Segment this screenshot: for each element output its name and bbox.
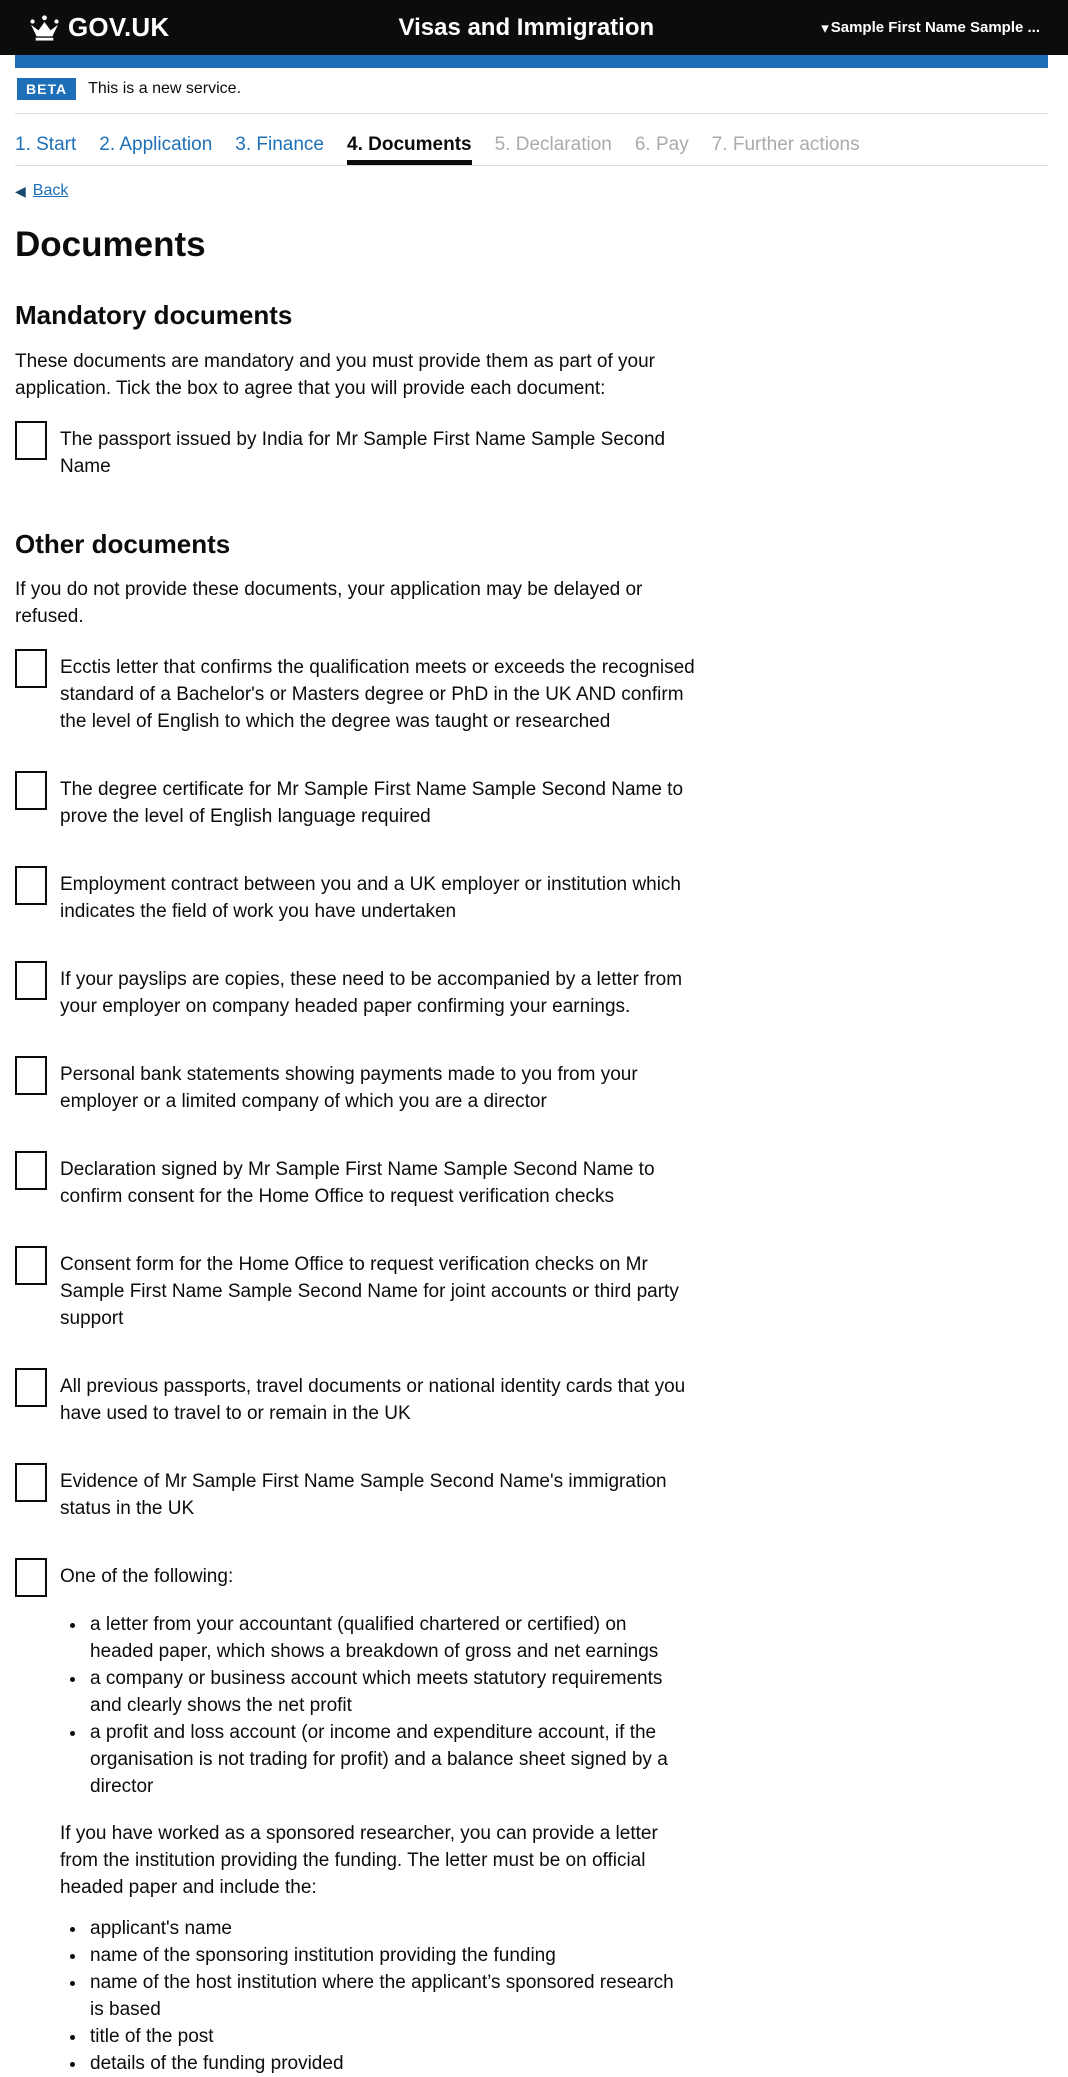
document-checkbox[interactable] bbox=[15, 421, 47, 460]
list-item: • title of the post bbox=[87, 2023, 690, 2050]
mandatory-documents-intro: These documents are mandatory and you must provide them as part of your application. Tick the box to agree that you will provide each document: bbox=[15, 350, 655, 399]
chevron-down-icon: ▾ bbox=[821, 19, 829, 37]
document-checkbox-row bbox=[15, 1151, 1048, 1210]
one-of-options-list bbox=[60, 1611, 690, 1800]
list-item: • name of the sponsoring institution providing the funding bbox=[87, 1942, 690, 1969]
document-checkbox-row bbox=[15, 421, 1048, 480]
phase-banner-text: This is a new service. bbox=[88, 80, 242, 97]
document-checkbox[interactable] bbox=[15, 1368, 47, 1407]
service-name: Visas and Immigration bbox=[398, 13, 655, 41]
document-checkbox-row bbox=[15, 1056, 1048, 1115]
back-link[interactable] bbox=[15, 182, 68, 200]
other-documents-intro: If you do not provide these documents, your application may be delayed or refused. bbox=[15, 579, 643, 628]
document-label[interactable]: Personal bank statements showing payments made to you from your employer or a limited company of which you are a director bbox=[60, 1064, 638, 1113]
document-checkbox-row bbox=[15, 1463, 1048, 1522]
step-application[interactable]: 2. Application bbox=[99, 134, 213, 155]
document-checkbox[interactable] bbox=[15, 1246, 47, 1285]
document-label[interactable]: The degree certificate for Mr Sample First Name Sample Second Name to prove the level of English language required bbox=[60, 779, 684, 828]
govuk-logo-text: GOV.UK bbox=[68, 12, 170, 42]
list-item: • a company or business account which meets statutory requirements and clearly shows the net profit bbox=[87, 1665, 690, 1719]
step-declaration: 5. Declaration bbox=[494, 134, 612, 155]
step-documents-active[interactable]: 4. Documents bbox=[347, 134, 472, 165]
list-item: • name of the host institution where the applicant’s sponsored research is based bbox=[87, 1969, 690, 2023]
account-menu[interactable] bbox=[821, 19, 1040, 37]
mandatory-documents-list bbox=[15, 421, 1048, 480]
list-item: • a letter from your accountant (qualified chartered or certified) on headed paper, which shows a breakdown of gross and net earnings bbox=[87, 1611, 690, 1665]
document-checkbox[interactable] bbox=[15, 961, 47, 1000]
document-checkbox[interactable] bbox=[15, 649, 47, 688]
document-checkbox-row bbox=[15, 1368, 1048, 1427]
step-start[interactable]: 1. Start bbox=[15, 134, 77, 155]
document-label[interactable]: Evidence of Mr Sample First Name Sample Second Name's immigration status in the UK bbox=[60, 1471, 667, 1520]
account-name: Sample First Name Sample ... bbox=[830, 19, 1040, 36]
phase-banner bbox=[15, 68, 1048, 114]
govuk-header bbox=[0, 0, 1068, 55]
document-label[interactable]: The passport issued by India for Mr Sample First Name Sample Second Name bbox=[60, 428, 666, 477]
list-item: • a profit and loss account (or income and expenditure account, if the organisation is not trading for profit) and a balance sheet signed by a director bbox=[87, 1719, 690, 1800]
page-title: Documents bbox=[15, 225, 206, 264]
document-checkbox-row bbox=[15, 649, 1048, 735]
beta-tag: BETA bbox=[17, 78, 76, 100]
list-item: • details of the funding provided bbox=[87, 2050, 690, 2077]
document-label[interactable]: Employment contract between you and a UK employer or institution which indicates the field of work you have undertaken bbox=[60, 874, 681, 923]
document-checkbox[interactable] bbox=[15, 1463, 47, 1502]
document-checkbox[interactable] bbox=[15, 1558, 47, 1597]
document-label[interactable]: Ecctis letter that confirms the qualification meets or exceeds the recognised standard of a Bachelor's or Masters degree or PhD in the UK AND confirm the level of English to which the degree was taught or researched bbox=[60, 657, 695, 733]
step-navigation bbox=[15, 114, 1048, 166]
document-checkbox-row bbox=[15, 1246, 1048, 1332]
document-checkbox-row bbox=[15, 771, 1048, 830]
step-pay: 6. Pay bbox=[634, 134, 689, 155]
document-label[interactable]: If your payslips are copies, these need to be accompanied by a letter from your employer on company headed paper confirming your earnings. bbox=[60, 969, 683, 1018]
other-documents-heading: Other documents bbox=[15, 528, 231, 559]
header-blue-bar bbox=[15, 55, 1048, 68]
mandatory-documents-heading: Mandatory documents bbox=[15, 300, 293, 330]
step-further-actions: 7. Further actions bbox=[711, 134, 860, 155]
crown-icon bbox=[28, 15, 61, 41]
one-of-the-following-details bbox=[60, 1611, 1048, 2077]
document-checkbox[interactable] bbox=[15, 771, 47, 810]
step-finance[interactable]: 3. Finance bbox=[235, 134, 325, 155]
document-checkbox[interactable] bbox=[15, 1056, 47, 1095]
sponsored-researcher-note: If you have worked as a sponsored researcher, you can provide a letter from the institution providing the funding. The letter must be on official headed paper and include the: bbox=[60, 1823, 658, 1899]
document-label[interactable]: One of the following: bbox=[60, 1566, 234, 1588]
list-item: • applicant's name bbox=[87, 1915, 690, 1942]
back-link-label: Back bbox=[32, 182, 69, 199]
back-arrow-icon: ◀ bbox=[15, 183, 26, 199]
document-label[interactable]: Consent form for the Home Office to request verification checks on Mr Sample First Name Sample Second Name for joint accounts or third party support bbox=[60, 1254, 679, 1330]
document-label[interactable]: Declaration signed by Mr Sample First Name Sample Second Name to confirm consent for the Home Office to request verification checks bbox=[60, 1159, 655, 1208]
other-documents-list bbox=[15, 649, 1048, 2077]
govuk-logo[interactable] bbox=[28, 12, 169, 43]
letter-requirements-list bbox=[60, 1915, 690, 2077]
document-label[interactable]: All previous passports, travel documents or national identity cards that you have used to travel to or remain in the UK bbox=[60, 1376, 686, 1425]
document-checkbox-row bbox=[15, 1558, 1048, 1597]
document-checkbox[interactable] bbox=[15, 1151, 47, 1190]
document-checkbox[interactable] bbox=[15, 866, 47, 905]
document-checkbox-row bbox=[15, 866, 1048, 925]
document-checkbox-row bbox=[15, 961, 1048, 1020]
